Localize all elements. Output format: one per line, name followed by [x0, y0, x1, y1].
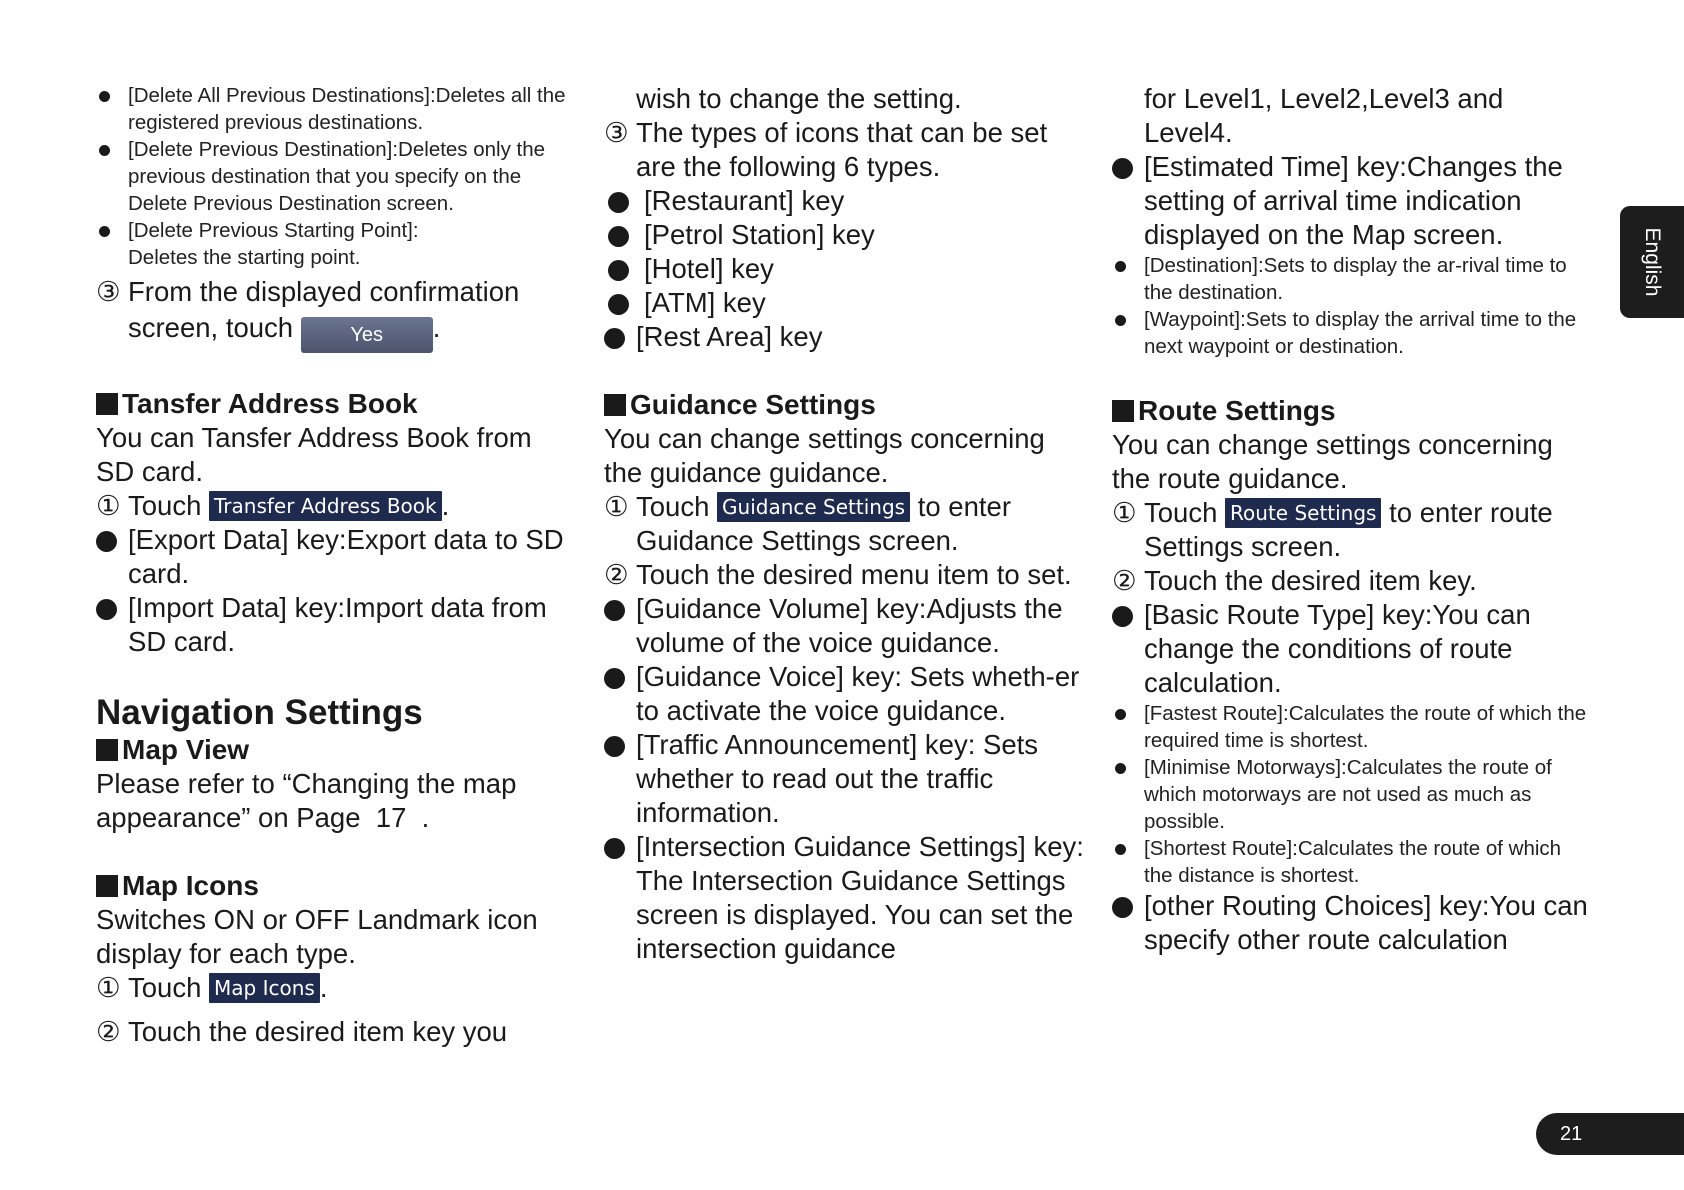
- column-2: [604, 82, 1084, 966]
- step-number: ①: [96, 972, 121, 1003]
- section-heading-guidance: [604, 388, 1084, 422]
- step-2: [1112, 564, 1592, 598]
- list-item: [Waypoint]:Sets to display the arrival time to the next waypoint or destination.: [1112, 306, 1592, 360]
- section-heading-map-icons: [96, 869, 566, 903]
- step-1: ① Touch Transfer Address Book .: [96, 490, 450, 521]
- step-number: ②: [1112, 565, 1137, 596]
- step-number: ②: [604, 559, 629, 590]
- section-description: You can Tansfer Address Book from SD card.: [96, 422, 532, 487]
- step-2: [604, 558, 1084, 592]
- step-text: Touch the desired item key you: [128, 1016, 508, 1047]
- yes-button[interactable]: Yes: [301, 317, 433, 353]
- section-heading-transfer: [96, 387, 566, 421]
- list-item: [Traffic Announcement] key: Sets whether to read out the traffic information.: [604, 728, 1084, 830]
- step-number: ①: [604, 491, 629, 522]
- list-item: [Guidance Voice] key: Sets wheth-er to activate the voice guidance.: [604, 660, 1084, 728]
- section-description: You can change settings concerning the guidance guidance.: [604, 423, 1045, 488]
- step-1: ① Touch Guidance Settings to enter: [604, 491, 1011, 522]
- step-text: Touch: [128, 972, 202, 1003]
- step-2: [96, 1015, 566, 1049]
- list-item: [Fastest Route]:Calculates the route of which the required time is shortest.: [1112, 700, 1592, 754]
- list-item: [Intersection Guidance Settings] key: The Intersection Guidance Settings screen is displayed. You can set the intersection guidance: [604, 830, 1084, 966]
- list-item: [Minimise Motorways]:Calculates the route of which motorways are not used as much as possible.: [1112, 754, 1592, 835]
- list-item: [Export Data] key:Export data to SD card.: [96, 523, 566, 591]
- step-1: ① Touch Map Icons .: [96, 972, 328, 1003]
- list-item: [Rest Area] key: [604, 320, 1084, 354]
- section-description: You can change settings concerning the route guidance.: [1112, 429, 1553, 494]
- step-number: ②: [96, 1016, 121, 1047]
- list-item: [Delete All Previous Destinations]:Deletes all the registered previous destinations.: [96, 82, 566, 136]
- step-number: ③: [604, 117, 629, 148]
- language-tab: [1620, 206, 1684, 318]
- page-number: 21: [1560, 1123, 1583, 1145]
- step-text: Touch: [1144, 497, 1218, 528]
- step-text: The types of icons that can be set are the following 6 types.: [636, 117, 1048, 182]
- step-text: Touch: [636, 491, 710, 522]
- step-3: [604, 116, 1084, 184]
- heading-text: Tansfer Address Book: [122, 388, 418, 419]
- square-bullet-icon: [96, 393, 118, 415]
- step-3: [96, 275, 566, 309]
- square-bullet-icon: [1112, 400, 1134, 422]
- page-number-badge: [1536, 1113, 1684, 1155]
- language-tab-label: English: [1641, 227, 1664, 297]
- section-heading-map-view: [96, 733, 566, 767]
- route-settings-key[interactable]: Route Settings: [1225, 498, 1381, 528]
- map-icons-key[interactable]: Map Icons: [209, 973, 320, 1003]
- continuation-text: wish to change the setting.: [636, 83, 962, 114]
- column-1: [96, 82, 566, 1049]
- step-text: screen, touch: [128, 312, 294, 343]
- list-item: [Destination]:Sets to display the ar-rival time to the destination.: [1112, 252, 1592, 306]
- list-item: [Shortest Route]:Calculates the route of which the distance is shortest.: [1112, 835, 1592, 889]
- column-3: [1112, 82, 1592, 957]
- list-item: [Import Data] key:Import data from SD card.: [96, 591, 566, 659]
- list-item: [Basic Route Type] key:You can change the conditions of route calculation.: [1112, 598, 1592, 700]
- guidance-settings-key[interactable]: Guidance Settings: [717, 492, 910, 522]
- list-item: [other Routing Choices] key:You can specify other route calculation: [1112, 889, 1592, 957]
- step-text-continuation: Guidance Settings screen.: [636, 525, 959, 556]
- page-reference: 17: [375, 802, 407, 833]
- list-item-continuation: Deletes the starting point.: [128, 246, 361, 269]
- list-item: [ATM] key: [604, 286, 1084, 320]
- step-number: ③: [96, 276, 121, 307]
- heading-text: Map View: [122, 734, 250, 765]
- step-text: From the displayed confirmation: [128, 276, 520, 307]
- heading-text: Map Icons: [122, 870, 259, 901]
- heading-text: Route Settings: [1138, 395, 1336, 426]
- step-text: Touch: [128, 490, 202, 521]
- continuation-text: for Level1, Level2,Level3 and Level4.: [1144, 83, 1504, 148]
- list-item: [Delete Previous Destination]:Deletes only the previous destination that you specify on the Delete Previous Destination screen.: [96, 136, 566, 217]
- period: .: [432, 312, 441, 343]
- section-heading-route: [1112, 394, 1592, 428]
- page-title: Navigation Settings: [96, 693, 423, 732]
- section-description: Switches ON or OFF Landmark icon display for each type.: [96, 904, 538, 969]
- step-1: ① Touch Route Settings to enter route: [1112, 497, 1553, 528]
- square-bullet-icon: [604, 394, 626, 416]
- list-item: [Petrol Station] key: [604, 218, 1084, 252]
- step-text-continuation: Settings screen.: [1144, 531, 1342, 562]
- list-item: [Estimated Time] key:Changes the setting of arrival time indication displayed on the Map screen.: [1112, 150, 1592, 252]
- square-bullet-icon: [96, 739, 118, 761]
- transfer-address-book-key[interactable]: Transfer Address Book: [209, 491, 442, 521]
- list-item: [Restaurant] key: [604, 184, 1084, 218]
- list-item: [Guidance Volume] key:Adjusts the volume of the voice guidance.: [604, 592, 1084, 660]
- section-description: Please refer to “Changing the map appearance” on Page 17 .: [96, 768, 517, 833]
- step-text: Touch the desired item key.: [1144, 565, 1477, 596]
- step-3-line2: [96, 311, 566, 353]
- step-number: ①: [96, 490, 121, 521]
- square-bullet-icon: [96, 875, 118, 897]
- step-number: ①: [1112, 497, 1137, 528]
- step-text: Touch the desired menu item to set.: [636, 559, 1072, 590]
- list-item: [Hotel] key: [604, 252, 1084, 286]
- heading-text: Guidance Settings: [630, 389, 876, 420]
- list-item: [Delete Previous Starting Point]:: [96, 217, 566, 244]
